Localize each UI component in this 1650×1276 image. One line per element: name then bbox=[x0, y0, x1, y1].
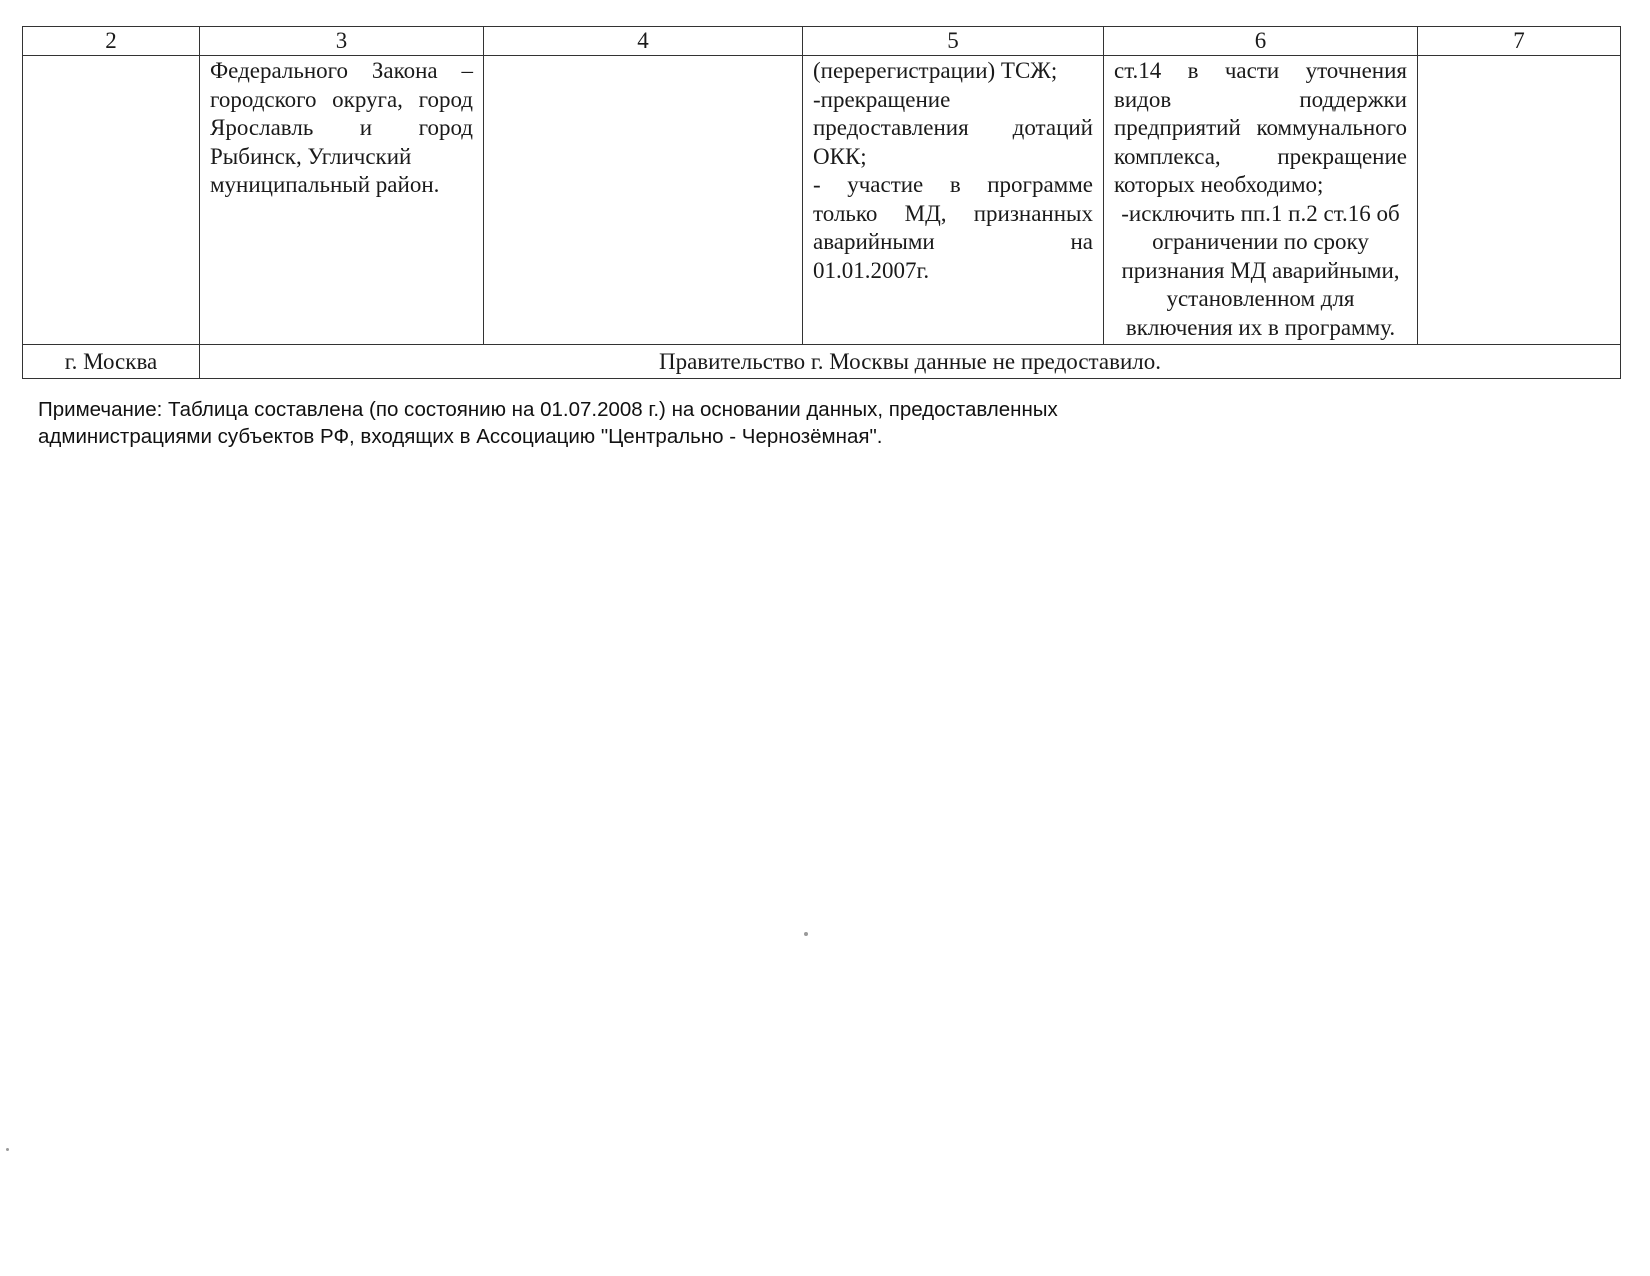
cell-line: предоставления дотаций bbox=[813, 115, 1093, 140]
cell-line: городского округа, город bbox=[210, 86, 473, 112]
cell-line: ОКК; bbox=[813, 143, 867, 169]
cell-line: - участие в программе bbox=[813, 172, 1093, 197]
cell-line: признания МД аварийными, bbox=[1121, 257, 1400, 283]
cell-line: установленном для bbox=[1166, 286, 1355, 311]
cell-col5 bbox=[803, 56, 1104, 345]
column-number: 6 bbox=[1104, 27, 1418, 56]
cell-line: Ярославль и город bbox=[210, 115, 473, 140]
cell-line: Федерального Закона – bbox=[210, 58, 473, 83]
cell-line: ограничении по сроку bbox=[1152, 229, 1369, 254]
merged-info-cell: Правительство г. Москвы данные не предоставило. bbox=[200, 345, 1621, 379]
footnote bbox=[38, 396, 1288, 450]
cell-line: аварийными на bbox=[813, 229, 1093, 254]
cell-line: 01.01.2007г. bbox=[813, 257, 930, 283]
cell-col4 bbox=[484, 56, 803, 345]
cell-col2 bbox=[23, 56, 200, 345]
data-table bbox=[22, 26, 1621, 379]
cell-line: Рыбинск, Угличский bbox=[210, 143, 412, 169]
cell-line: (перерегистрации) ТСЖ; bbox=[813, 58, 1058, 83]
cell-line: -исключить пп.1 п.2 ст.16 об bbox=[1121, 200, 1400, 226]
footnote-line: администрациями субъектов РФ, входящих в Ассоциацию "Центрально - Чернозёмная". bbox=[38, 425, 883, 448]
cell-line: которых необходимо; bbox=[1114, 172, 1324, 197]
region-cell: г. Москва bbox=[23, 345, 200, 379]
cell-line: муниципальный район. bbox=[210, 172, 440, 197]
footnote-line: Примечание: Таблица составлена (по состоянию на 01.07.2008 г.) на основании данных, предоставленных bbox=[38, 398, 1058, 421]
column-number: 2 bbox=[23, 27, 200, 56]
cell-line: только МД, признанных bbox=[813, 200, 1093, 226]
column-number: 3 bbox=[200, 27, 484, 56]
cell-line: включения их в программу. bbox=[1125, 314, 1396, 340]
scan-speck bbox=[804, 932, 808, 936]
cell-col3 bbox=[200, 56, 484, 345]
cell-line: предприятий коммунального bbox=[1114, 115, 1407, 140]
column-number-row bbox=[23, 27, 1621, 56]
cell-col7 bbox=[1418, 56, 1621, 345]
column-number: 5 bbox=[803, 27, 1104, 56]
cell-line: ст.14 в части уточнения bbox=[1114, 58, 1407, 83]
cell-line: -прекращение bbox=[813, 86, 951, 112]
cell-line: видов поддержки bbox=[1114, 86, 1407, 112]
cell-col6 bbox=[1104, 56, 1418, 345]
column-number: 7 bbox=[1418, 27, 1621, 56]
table-row bbox=[23, 56, 1621, 345]
scan-speck bbox=[6, 1148, 9, 1151]
table-row-moscow bbox=[23, 345, 1621, 379]
cell-line: комплекса, прекращение bbox=[1114, 143, 1407, 169]
column-number: 4 bbox=[484, 27, 803, 56]
